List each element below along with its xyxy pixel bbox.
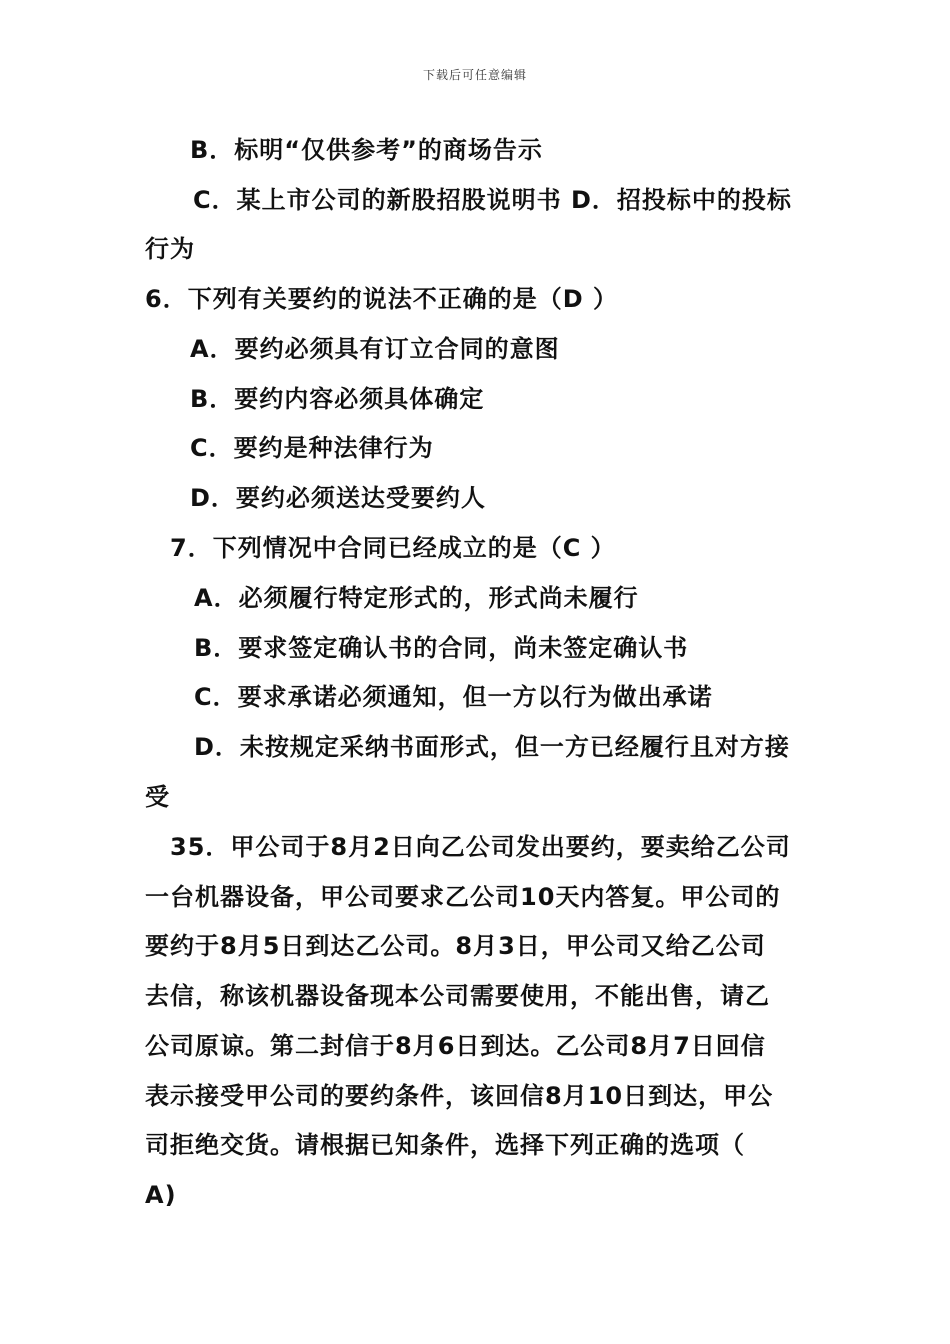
question-35-line-6: 表示接受甲公司的要约条件，该回信8月10日到达，甲公: [145, 1082, 774, 1110]
question-35-line-3: 要约于8月5日到达乙公司。8月3日，甲公司又给乙公司: [145, 932, 766, 960]
question-7: 7．下列情况中合同已经成立的是（C ）: [170, 534, 616, 562]
q7-option-c: C．要求承诺必须通知，但一方以行为做出承诺: [194, 683, 713, 711]
q7-option-b: B．要求签定确认书的合同，尚未签定确认书: [194, 634, 689, 662]
option-cd-line: C．某上市公司的新股招股说明书 D．招投标中的投标: [193, 186, 792, 214]
question-6: 6．下列有关要约的说法不正确的是（D ）: [145, 285, 618, 313]
option-d-continuation: 行为: [145, 235, 195, 263]
question-35-line-5: 公司原谅。第二封信于8月6日到达。乙公司8月7日回信: [145, 1032, 766, 1060]
question-35-line-7: 司拒绝交货。请根据已知条件，选择下列正确的选项（: [145, 1131, 745, 1159]
q6-option-d: D．要约必须送达受要约人: [190, 484, 486, 512]
option-b-line: B．标明“仅供参考”的商场告示: [190, 136, 543, 164]
q7-option-d: D．未按规定采纳书面形式，但一方已经履行且对方接: [194, 733, 790, 761]
q6-option-a: A．要约必须具有订立合同的意图: [190, 335, 560, 363]
q7-option-a: A．必须履行特定形式的，形式尚未履行: [194, 584, 639, 612]
question-35-line-4: 去信，称该机器设备现本公司需要使用，不能出售，请乙: [145, 982, 770, 1010]
question-35-line-2: 一台机器设备，甲公司要求乙公司10天内答复。甲公司的: [145, 883, 781, 911]
question-35-line-1: 35．甲公司于8月2日向乙公司发出要约，要卖给乙公司: [170, 833, 791, 861]
q6-option-b: B．要约内容必须具体确定: [190, 385, 485, 413]
page-header: 下载后可任意编辑: [422, 68, 527, 82]
q6-option-c: C．要约是种法律行为: [190, 434, 434, 462]
question-35-answer: A): [145, 1181, 177, 1209]
q7-option-d-continuation: 受: [145, 783, 170, 811]
